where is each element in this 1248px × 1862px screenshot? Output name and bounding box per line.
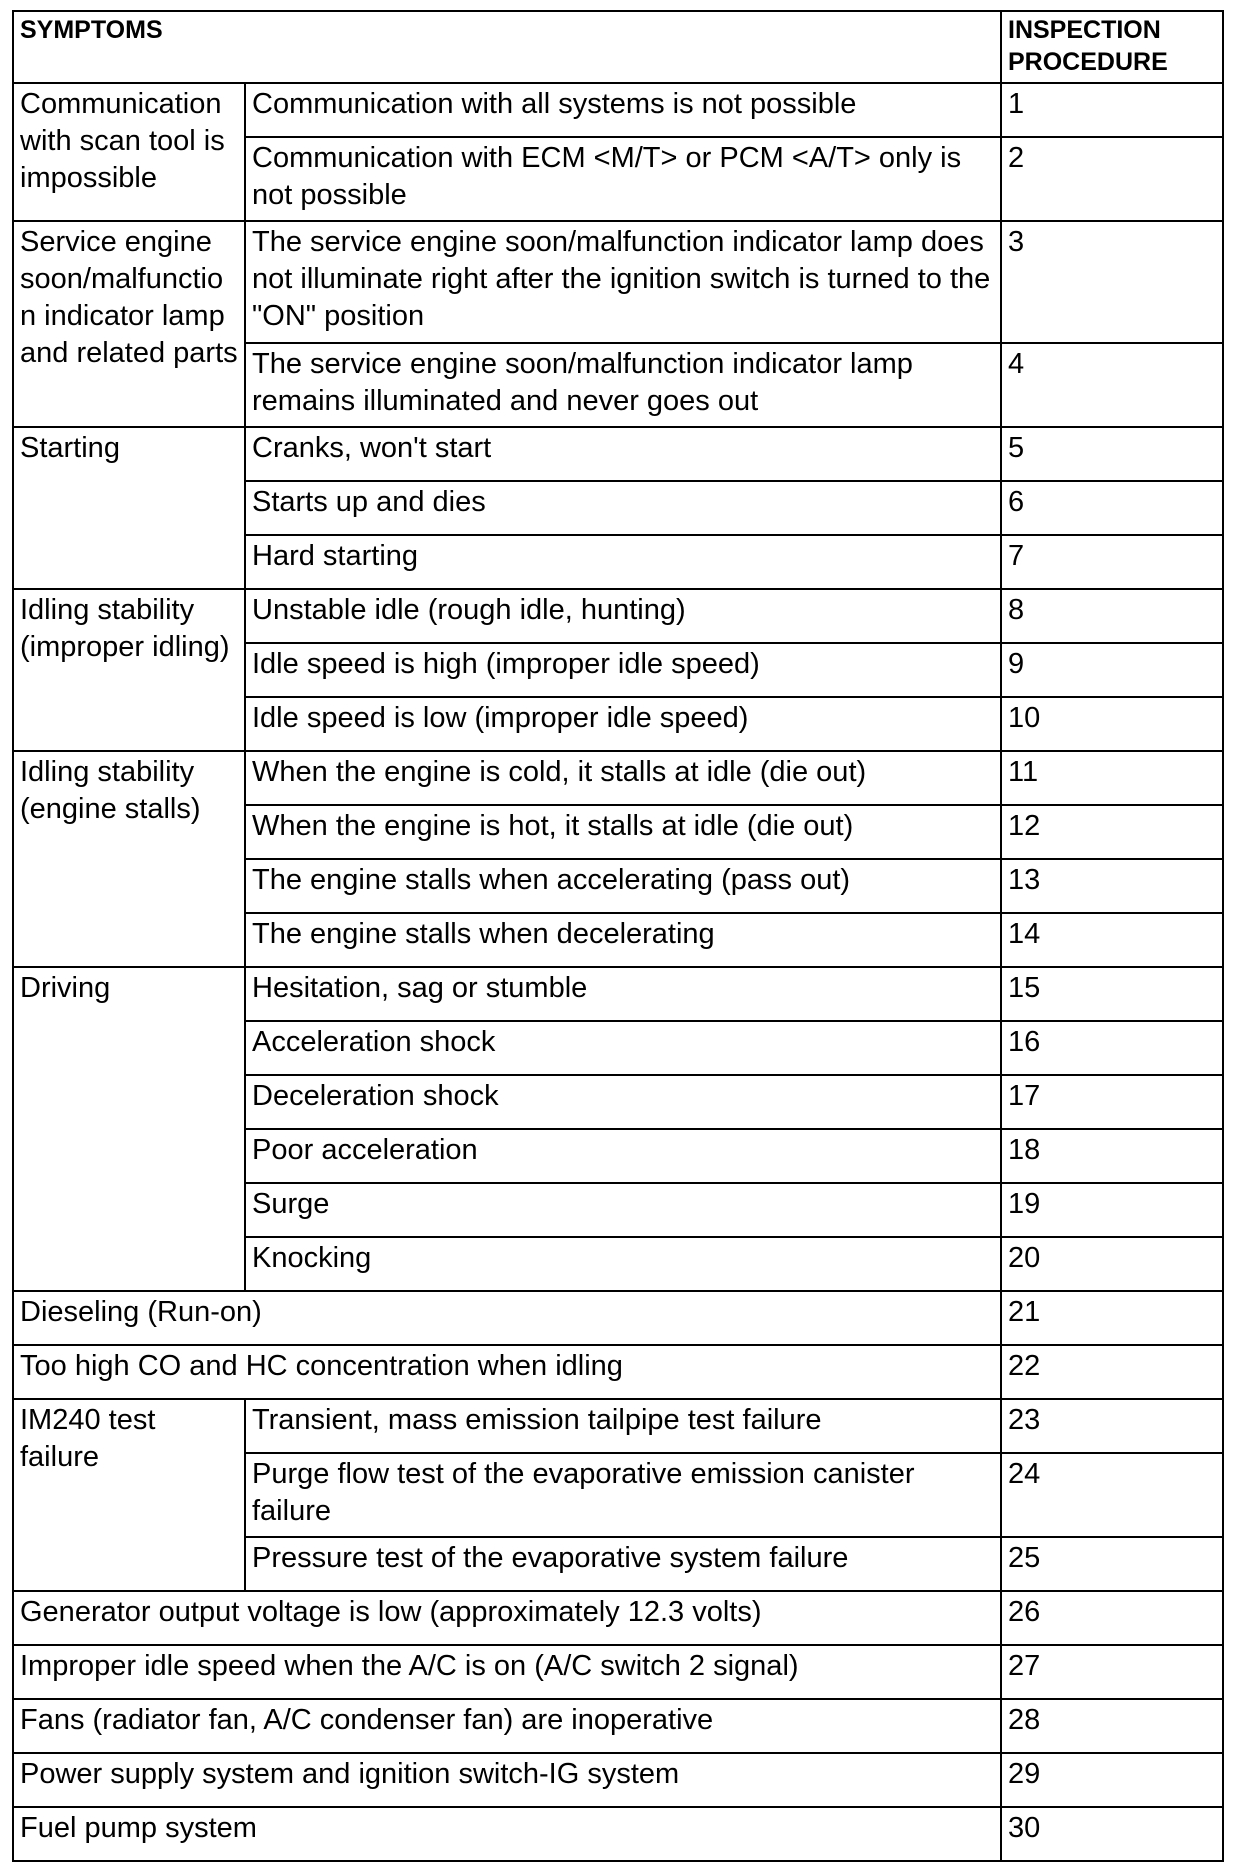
table-row (13, 221, 1223, 343)
procedure-cell: 3 (1001, 221, 1223, 343)
symptoms-inspection-table (12, 10, 1224, 1862)
symptom-cell: When the engine is hot, it stalls at idle (die out) (245, 805, 1001, 859)
procedure-cell: 30 (1001, 1807, 1223, 1861)
symptom-cell: Hard starting (245, 535, 1001, 589)
procedure-cell: 19 (1001, 1183, 1223, 1237)
procedure-cell: 14 (1001, 913, 1223, 967)
procedure-cell: 24 (1001, 1453, 1223, 1537)
symptom-cell: Cranks, won't start (245, 427, 1001, 481)
procedure-cell: 23 (1001, 1399, 1223, 1453)
table-row (13, 1753, 1223, 1807)
procedure-cell: 4 (1001, 343, 1223, 427)
category-cell: IM240 test failure (13, 1399, 245, 1591)
table-row (13, 1291, 1223, 1345)
procedure-cell: 15 (1001, 967, 1223, 1021)
procedure-cell: 10 (1001, 697, 1223, 751)
symptom-cell: The service engine soon/malfunction indicator lamp does not illuminate right after the ignition switch is turned to the "ON" position (245, 221, 1001, 343)
symptom-cell: Communication with ECM <M/T> or PCM <A/T> only is not possible (245, 137, 1001, 221)
symptom-cell: Pressure test of the evaporative system failure (245, 1537, 1001, 1591)
category-cell: Communication with scan tool is impossible (13, 83, 245, 221)
category-cell: Idling stability (improper idling) (13, 589, 245, 751)
symptom-cell: Unstable idle (rough idle, hunting) (245, 589, 1001, 643)
symptom-cell: Acceleration shock (245, 1021, 1001, 1075)
category-cell: Idling stability (engine stalls) (13, 751, 245, 967)
symptom-cell: Idle speed is low (improper idle speed) (245, 697, 1001, 751)
symptom-cell: Purge flow test of the evaporative emission canister failure (245, 1453, 1001, 1537)
procedure-cell: 17 (1001, 1075, 1223, 1129)
procedure-cell: 21 (1001, 1291, 1223, 1345)
table-header-row (13, 11, 1223, 83)
symptom-cell: Deceleration shock (245, 1075, 1001, 1129)
procedure-cell: 9 (1001, 643, 1223, 697)
procedure-cell: 6 (1001, 481, 1223, 535)
procedure-cell: 1 (1001, 83, 1223, 137)
symptom-cell: Idle speed is high (improper idle speed) (245, 643, 1001, 697)
procedure-cell: 26 (1001, 1591, 1223, 1645)
symptom-cell: The engine stalls when accelerating (pass out) (245, 859, 1001, 913)
full-symptom-cell: Fuel pump system (13, 1807, 1001, 1861)
symptom-cell: Transient, mass emission tailpipe test failure (245, 1399, 1001, 1453)
symptom-cell: Poor acceleration (245, 1129, 1001, 1183)
procedure-cell: 2 (1001, 137, 1223, 221)
table-row (13, 1591, 1223, 1645)
procedure-cell: 27 (1001, 1645, 1223, 1699)
symptom-cell: Surge (245, 1183, 1001, 1237)
table-row (13, 1807, 1223, 1861)
table-row (13, 589, 1223, 643)
procedure-cell: 29 (1001, 1753, 1223, 1807)
table-row (13, 1399, 1223, 1453)
category-cell: Service engine soon/malfunction indicator lamp and related parts (13, 221, 245, 427)
full-symptom-cell: Too high CO and HC concentration when idling (13, 1345, 1001, 1399)
header-symptoms: SYMPTOMS (13, 11, 1001, 83)
symptom-cell: Hesitation, sag or stumble (245, 967, 1001, 1021)
procedure-cell: 25 (1001, 1537, 1223, 1591)
full-symptom-cell: Improper idle speed when the A/C is on (A/C switch 2 signal) (13, 1645, 1001, 1699)
full-symptom-cell: Dieseling (Run-on) (13, 1291, 1001, 1345)
symptom-cell: When the engine is cold, it stalls at idle (die out) (245, 751, 1001, 805)
procedure-cell: 7 (1001, 535, 1223, 589)
symptom-cell: Communication with all systems is not possible (245, 83, 1001, 137)
procedure-cell: 8 (1001, 589, 1223, 643)
header-inspection-procedure (1001, 11, 1223, 83)
procedure-cell: 20 (1001, 1237, 1223, 1291)
procedure-cell: 12 (1001, 805, 1223, 859)
table-row (13, 1699, 1223, 1753)
header-inspection-line1: INSPECTION (1008, 16, 1161, 44)
symptom-cell: Knocking (245, 1237, 1001, 1291)
category-cell: Driving (13, 967, 245, 1291)
table-row (13, 1645, 1223, 1699)
symptom-cell: The service engine soon/malfunction indicator lamp remains illuminated and never goes out (245, 343, 1001, 427)
category-cell: Starting (13, 427, 245, 589)
procedure-cell: 13 (1001, 859, 1223, 913)
table-row (13, 1345, 1223, 1399)
procedure-cell: 28 (1001, 1699, 1223, 1753)
procedure-cell: 22 (1001, 1345, 1223, 1399)
procedure-cell: 18 (1001, 1129, 1223, 1183)
procedure-cell: 5 (1001, 427, 1223, 481)
full-symptom-cell: Power supply system and ignition switch-IG system (13, 1753, 1001, 1807)
full-symptom-cell: Generator output voltage is low (approximately 12.3 volts) (13, 1591, 1001, 1645)
table-row (13, 967, 1223, 1021)
table-row (13, 751, 1223, 805)
procedure-cell: 16 (1001, 1021, 1223, 1075)
table-row (13, 427, 1223, 481)
header-inspection-line2: PROCEDURE (1008, 48, 1168, 76)
table-row (13, 83, 1223, 137)
symptom-cell: The engine stalls when decelerating (245, 913, 1001, 967)
full-symptom-cell: Fans (radiator fan, A/C condenser fan) are inoperative (13, 1699, 1001, 1753)
procedure-cell: 11 (1001, 751, 1223, 805)
symptom-cell: Starts up and dies (245, 481, 1001, 535)
